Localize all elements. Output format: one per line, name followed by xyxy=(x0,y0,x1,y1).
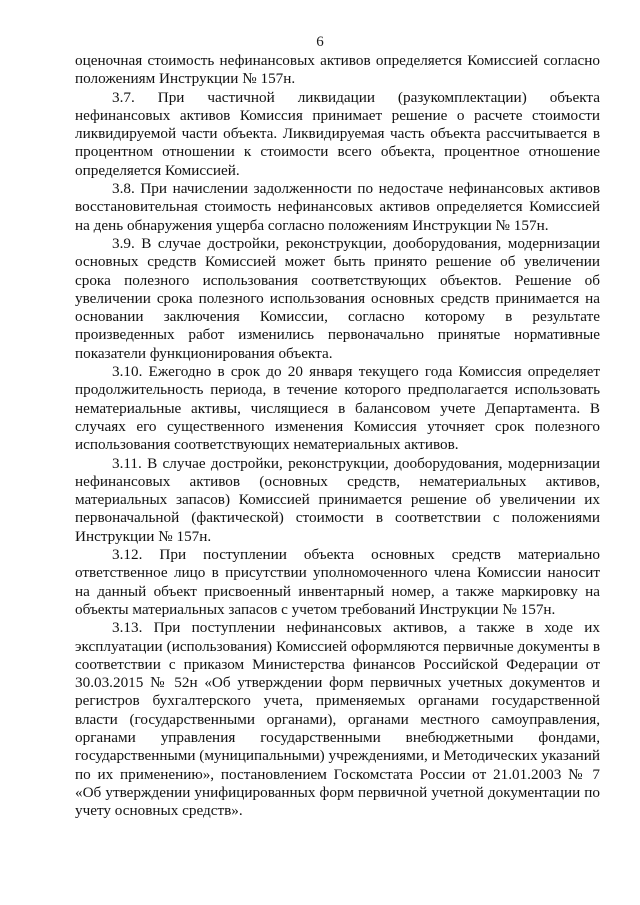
paragraph-3-11: 3.11. В случае достройки, реконструкции, дооборудования, модернизации нефинансовых активов (основных средств, нематериальных активов, материальных запасов) Комиссией принимается решение об увеличении их первоначальной (фактической) стоимости в соответствии с положениями Инструкции № 157н. xyxy=(75,454,600,545)
paragraph-continuation: оценочная стоимость нефинансовых активов определяется Комиссией согласно положениям Инструкции № 157н. xyxy=(75,52,600,88)
paragraph-3-10: 3.10. Ежегодно в срок до 20 января текущего года Комиссия определяет продолжительность периода, в течение которого предполагается использовать нематериальные активы, числящиеся в балансовом учете Департамента. В случаях его существенного изменения Комиссия уточняет срок полезного использования соответствующих нематериальных активов. xyxy=(75,363,600,454)
paragraph-3-8: 3.8. При начислении задолженности по недостаче нефинансовых активов восстановительная стоимость нефинансовых активов определяется Комиссией на день обнаружения ущерба согласно положениям Инструкции № 157н. xyxy=(75,180,600,234)
paragraph-3-9: 3.9. В случае достройки, реконструкции, дооборудования, модернизации основных средств Комиссией может быть принято решение об увеличении срока полезного использования соответствующих объектов. Решение об увеличении срока полезного использования основных средств принимается на основании заключения Комиссии, согласно которому в результате произведенных работ изменились первоначально принятые нормативные показатели функционирования объекта. xyxy=(75,234,600,362)
paragraph-3-7: 3.7. При частичной ликвидации (разукомплектации) объекта нефинансовых активов Комиссия принимает решение о расчете стоимости ликвидируемой части объекта. Ликвидируемая часть объекта рассчитывается в процентном отношении к стоимости всего объекта, процентное отношение определяется Комиссией. xyxy=(75,88,600,179)
paragraph-3-13: 3.13. При поступлении нефинансовых активов, а также в ходе их эксплуатации (использования) Комиссией оформляются первичные документы в соответствии с приказом Министерства финансов Российской Федерации от 30.03.2015 № 52н «Об утверждении форм первичных учетных документов и регистров бухгалтерского учета, применяемых органами государственной власти (государственными органами), органами местного самоуправления, органами управления государственными внебюджетными фондами, государственными (муниципальными) учреждениями, и Методических указаний по их применению», постановлением Госкомстата России от 21.01.2003 № 7 «Об утверждении унифицированных форм первичной учетной документации по учету основных средств». xyxy=(75,619,600,820)
document-body xyxy=(75,52,600,820)
page-number: 6 xyxy=(316,34,324,50)
paragraph-3-12: 3.12. При поступлении объекта основных средств материально ответственное лицо в присутствии уполномоченного члена Комиссии наносит на данный объект присвоенный инвентарный номер, а также маркировку на объекты материальных запасов с учетом требований Инструкции № 157н. xyxy=(75,546,600,618)
